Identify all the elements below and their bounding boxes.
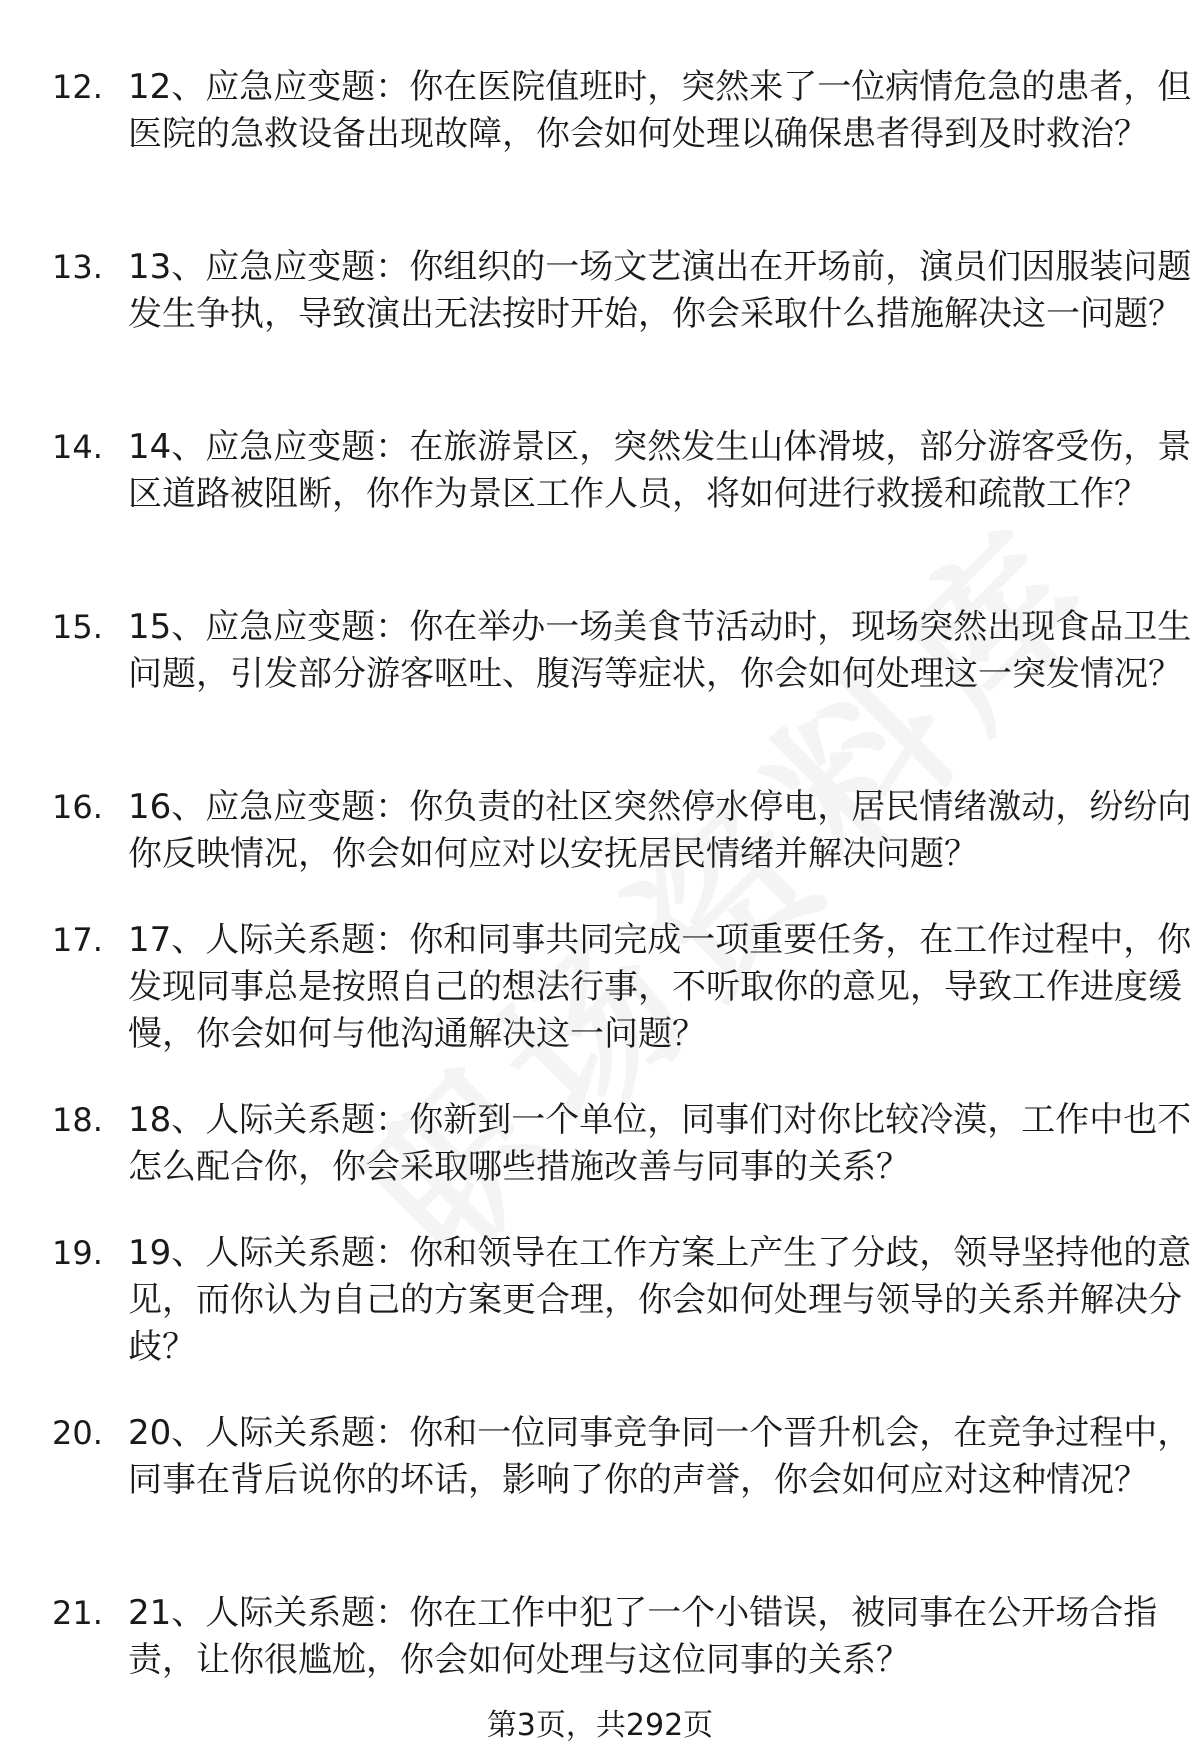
question-number: 13. [52,248,103,286]
question-item [52,604,1192,784]
question-text: 20、人际关系题：你和一位同事竞争同一个晋升机会，在竞争过程中，同事在背后说你的坏话，影响了你的声誉，你会如何应对这种情况？ [128,1413,1192,1500]
question-item [52,244,1192,424]
question-text: 16、应急应变题：你负责的社区突然停水停电，居民情绪激动，纷纷向你反映情况，你会如何应对以安抚居民情绪并解决问题？ [128,787,1192,874]
question-number: 20. [52,1414,103,1452]
question-item [52,64,1192,244]
question-item [52,784,1192,917]
question-item [52,917,1192,1097]
question-item [52,424,1192,604]
question-text: 17、人际关系题：你和同事共同完成一项重要任务，在工作过程中，你发现同事总是按照自己的想法行事，不听取你的意见，导致工作进度缓慢，你会如何与他沟通解决这一问题？ [128,920,1192,1054]
question-item [52,1097,1192,1230]
question-text: 14、应急应变题：在旅游景区，突然发生山体滑坡，部分游客受伤，景区道路被阻断，你作为景区工作人员，将如何进行救援和疏散工作？ [128,427,1192,514]
question-number: 15. [52,608,103,646]
question-number: 18. [52,1101,103,1139]
question-text: 15、应急应变题：你在举办一场美食节活动时，现场突然出现食品卫生问题，引发部分游客呕吐、腹泻等症状，你会如何处理这一突发情况？ [128,607,1192,694]
page-footer: 第3页，共292页 [486,1708,714,1743]
question-text: 12、应急应变题：你在医院值班时，突然来了一位病情危急的患者，但医院的急救设备出现故障，你会如何处理以确保患者得到及时救治？ [128,67,1192,154]
question-number: 17. [52,921,103,959]
question-text: 13、应急应变题：你组织的一场文艺演出在开场前，演员们因服装问题发生争执，导致演出无法按时开始，你会采取什么措施解决这一问题？ [128,247,1192,334]
question-item [52,1230,1192,1410]
question-number: 16. [52,788,103,826]
question-list [52,64,1192,1723]
question-number: 21. [52,1594,103,1632]
question-item [52,1590,1162,1723]
question-text: 19、人际关系题：你和领导在工作方案上产生了分歧，领导坚持他的意见，而你认为自己的方案更合理，你会如何处理与领导的关系并解决分歧？ [128,1233,1192,1367]
question-number: 14. [52,428,103,466]
question-item [52,1410,1192,1590]
question-number: 12. [52,68,103,106]
question-text: 18、人际关系题：你新到一个单位，同事们对你比较冷漠，工作中也不怎么配合你，你会采取哪些措施改善与同事的关系？ [128,1100,1192,1187]
question-number: 19. [52,1234,103,1272]
question-text: 21、人际关系题：你在工作中犯了一个小错误，被同事在公开场合指责，让你很尴尬，你会如何处理与这位同事的关系？ [128,1593,1158,1680]
